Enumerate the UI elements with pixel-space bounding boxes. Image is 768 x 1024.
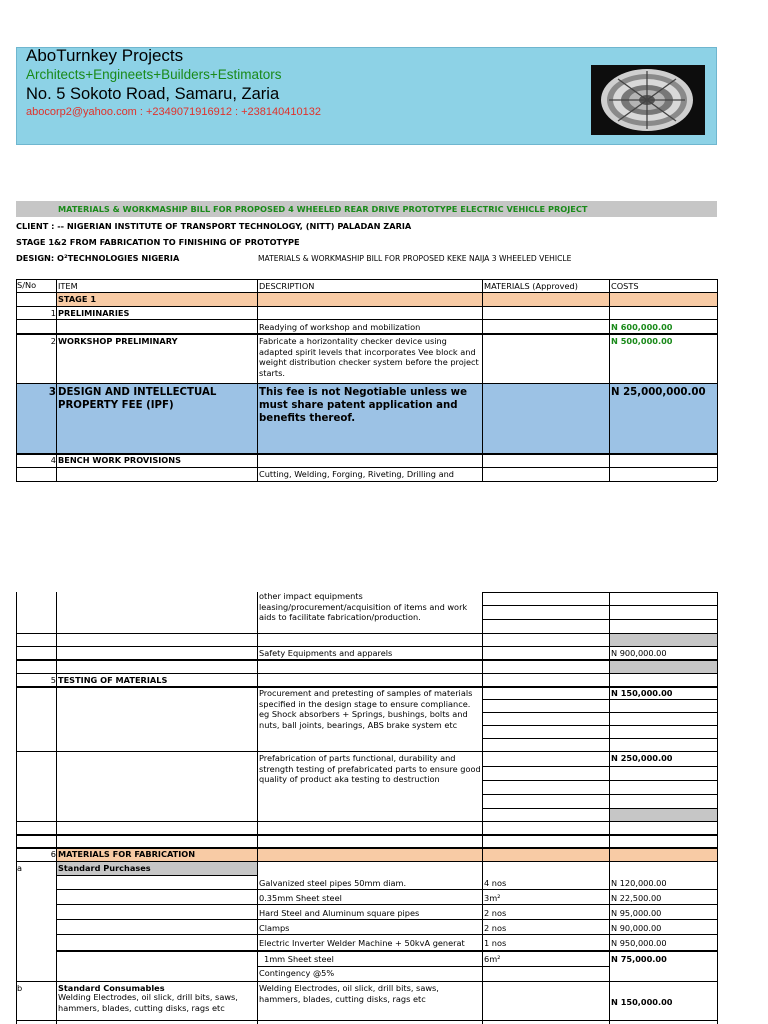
cost-cell: N 25,000,000.00 xyxy=(611,387,706,398)
quantity-cell: 6m² xyxy=(484,954,501,964)
company-contact: abocorp2@yahoo.com : +2349071916912 : +238140410132 xyxy=(26,106,321,118)
description-cell: Contingency @5% xyxy=(259,968,335,978)
cost-cell: N 120,000.00 xyxy=(611,878,667,888)
quantity-cell: 1 nos xyxy=(484,938,507,948)
company-address: No. 5 Sokoto Road, Samaru, Zaria xyxy=(26,85,280,103)
description-cell: Prefabrication of parts functional, durability and strength testing of prefabricated parts to ensure good quality of product aka testing to destruction xyxy=(259,753,481,785)
cost-cell: N 75,000.00 xyxy=(611,954,667,964)
cost-cell: N 900,000.00 xyxy=(611,648,667,658)
description-cell: Clamps xyxy=(259,923,290,933)
document-subtitle: MATERIALS & WORKMASHIP BILL FOR PROPOSED KEKE NAIJA 3 WHEELED VEHICLE xyxy=(258,254,572,263)
item-materials-fabrication: MATERIALS FOR FABRICATION xyxy=(58,849,196,859)
row-number: 4 xyxy=(50,455,56,465)
description-cell: Readying of workshop and mobilization xyxy=(259,322,421,332)
company-name: AboTurnkey Projects xyxy=(26,46,184,65)
description-cell: Galvanized steel pipes 50mm diam. xyxy=(259,878,407,888)
description-cell: Electric Inverter Welder Machine + 50kvA generat xyxy=(259,938,465,948)
description-cell: Fabricate a horizontality checker device using adapted spirit levels that incorporates Vee block and weight distribution checker system before the project starts. xyxy=(259,336,479,378)
row-number: 1 xyxy=(50,308,56,318)
item-standard-purchases: Standard Purchases xyxy=(58,863,151,873)
cost-cell: N 500,000.00 xyxy=(611,336,673,346)
header-sn: S/No xyxy=(17,280,37,290)
company-tagline: Architects+Engineets+Builders+Estimators xyxy=(26,67,282,82)
quantity-cell: 4 nos xyxy=(484,878,507,888)
quantity-cell: 2 nos xyxy=(484,908,507,918)
quantity-cell: 2 nos xyxy=(484,923,507,933)
description-cell: Hard Steel and Aluminum square pipes xyxy=(259,908,420,918)
item-preliminaries: PRELIMINARIES xyxy=(58,308,130,318)
company-logo xyxy=(591,65,705,135)
stage-row-bg xyxy=(56,293,717,306)
stage-label: STAGE 1 xyxy=(58,294,97,304)
description-cell: Welding Electrodes, oil slick, drill bits, saws, hammers, blades, cutting disks, rags etc xyxy=(259,983,439,1004)
description-cell: 1mm Sheet steel xyxy=(264,954,334,964)
description-cell: 0.35mm Sheet steel xyxy=(259,893,342,903)
description-cell: This fee is not Negotiable unless we must share patent application and benefits thereof. xyxy=(259,387,467,424)
cost-cell: N 950,000.00 xyxy=(611,938,667,948)
consumables-detail: Welding Electrodes, oil slick, drill bits, saws, hammers, blades, cutting disks, rags etc xyxy=(58,992,238,1013)
item-testing-materials: TESTING OF MATERIALS xyxy=(58,675,168,685)
cost-cell: N 250,000.00 xyxy=(611,753,673,763)
design-line: DESIGN: O²TECHNOLOGIES NIGERIA xyxy=(16,253,180,263)
client-line: CLIENT : -- NIGERIAN INSTITUTE OF TRANSPORT TECHNOLOGY, (NITT) PALADAN ZARIA xyxy=(16,221,412,231)
shaded-cell xyxy=(609,633,717,647)
cost-cell: N 600,000.00 xyxy=(611,322,673,332)
item-workshop-preliminary: WORKSHOP PRELIMINARY xyxy=(58,336,178,346)
header-description: DESCRIPTION xyxy=(259,281,315,291)
shaded-cell xyxy=(609,660,717,674)
description-cell: Safety Equipments and apparels xyxy=(259,648,393,658)
description-cell: Cutting, Welding, Forging, Riveting, Drilling and xyxy=(259,469,454,479)
cost-cell: N 150,000.00 xyxy=(611,688,673,698)
header-costs: COSTS xyxy=(611,281,639,291)
item-standard-consumables: Standard Consumables xyxy=(58,983,165,993)
row-number: 5 xyxy=(50,675,56,685)
row-number: 6 xyxy=(50,849,56,859)
row-number: 3 xyxy=(48,387,56,398)
header-materials: MATERIALS (Approved) xyxy=(484,281,578,291)
stage-line: STAGE 1&2 FROM FABRICATION TO FINISHING OF PROTOTYPE xyxy=(16,237,300,247)
document-title: MATERIALS & WORKMASHIP BILL FOR PROPOSED 4 WHEELED REAR DRIVE PROTOTYPE ELECTRIC VEHICLE PROJECT xyxy=(58,204,588,214)
shaded-cell xyxy=(609,808,717,821)
header-item: ITEM xyxy=(58,281,78,291)
description-cell: other impact equipments leasing/procurement/acquisition of items and work aids to facilitate fabrication/production. xyxy=(259,591,468,623)
cost-cell: N 90,000.00 xyxy=(611,923,662,933)
quantity-cell: 3m² xyxy=(484,893,501,903)
cost-cell: N 150,000.00 xyxy=(611,997,673,1007)
row-letter: a xyxy=(17,863,23,873)
item-design-ip-fee: DESIGN AND INTELLECTUAL PROPERTY FEE (IPF) xyxy=(58,387,217,411)
cost-cell: N 22,500.00 xyxy=(611,893,662,903)
description-cell: Procurement and pretesting of samples of materials specified in the design stage to ensure compliance. eg Shock absorbers + Springs, bushings, bolts and nuts, ball joints, bearings, ABS brake system etc xyxy=(259,688,473,730)
row-letter: b xyxy=(17,983,23,993)
item-bench-work: BENCH WORK PROVISIONS xyxy=(58,455,181,465)
cost-cell: N 95,000.00 xyxy=(611,908,662,918)
row-number: 2 xyxy=(50,336,56,346)
